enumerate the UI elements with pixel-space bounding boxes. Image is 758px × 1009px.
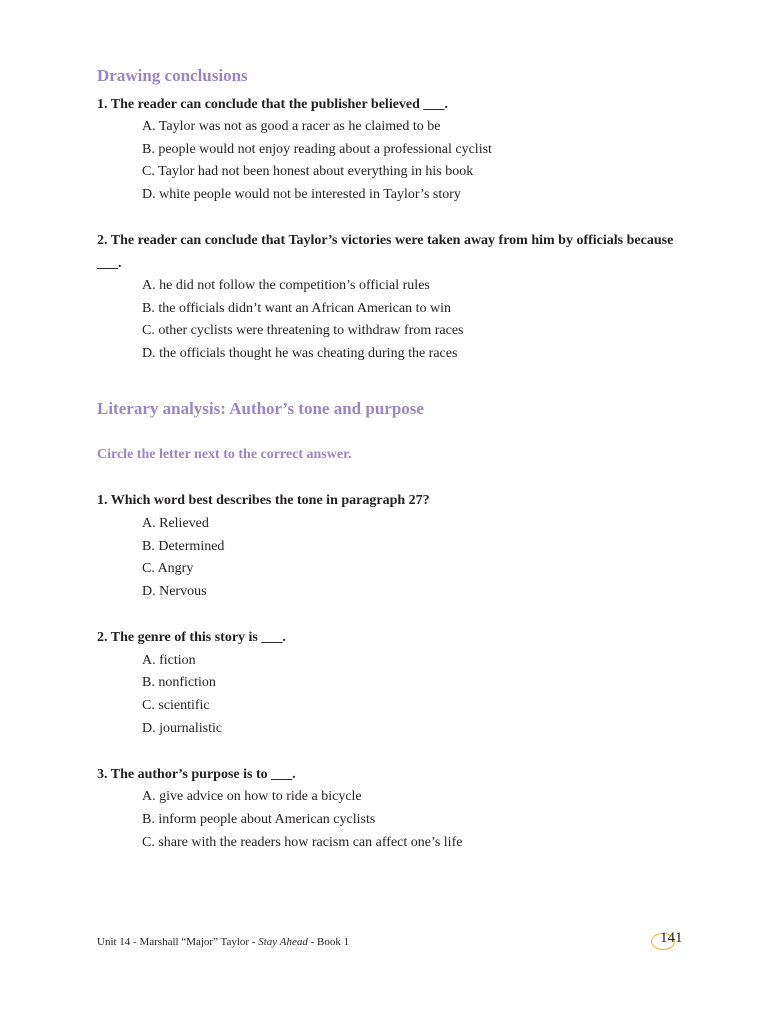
answer-option: D. journalistic [142, 721, 223, 736]
page-footer [97, 936, 349, 948]
answer-option: B. Determined [142, 539, 225, 554]
answer-option: D. the officials thought he was cheating during the races [142, 346, 458, 361]
answer-option: B. the officials didn’t want an African American to win [142, 301, 451, 316]
question-3-purpose: 3. The author’s purpose is to ___. [97, 767, 296, 782]
footer-unit: Unit 14 - Marshall “Major” Taylor [97, 936, 250, 948]
answer-option: D. white people would not be interested in Taylor’s story [142, 187, 461, 202]
instruction-text: Circle the letter next to the correct answer. [97, 447, 352, 462]
answer-option: C. Angry [142, 561, 194, 576]
answer-option: C. other cyclists were threatening to withdraw from races [142, 323, 464, 338]
answer-option: A. he did not follow the competition’s official rules [142, 278, 430, 293]
answer-option: C. share with the readers how racism can affect one’s life [142, 835, 463, 850]
question-2-genre: 2. The genre of this story is ___. [97, 630, 286, 645]
question-2-drawing-conclusions: 2. The reader can conclude that Taylor’s victories were taken away from him by officials because ___. [97, 233, 674, 271]
answer-option: A. Taylor was not as good a racer as he claimed to be [142, 119, 441, 134]
page-number-badge [651, 930, 691, 954]
question-1-drawing-conclusions: 1. The reader can conclude that the publisher believed ___. [97, 97, 448, 112]
answer-option: B. nonfiction [142, 675, 216, 690]
footer-book: - Book 1 [307, 936, 350, 948]
answer-option: A. Relieved [142, 516, 209, 531]
answer-option: B. people would not enjoy reading about a professional cyclist [142, 142, 492, 157]
page-number: 141 [660, 930, 683, 946]
answer-option: C. scientific [142, 698, 210, 713]
answer-option: B. inform people about American cyclists [142, 812, 376, 827]
answer-option: A. give advice on how to ride a bicycle [142, 789, 362, 804]
footer-series-title: Stay Ahead [258, 936, 308, 948]
answer-option: A. fiction [142, 653, 196, 668]
section-heading-literary-analysis: Literary analysis: Author’s tone and purpose [97, 399, 424, 418]
answer-option: D. Nervous [142, 584, 207, 599]
footer-separator: - [249, 936, 259, 948]
question-1-tone: 1. Which word best describes the tone in paragraph 27? [97, 493, 430, 508]
section-heading-drawing-conclusions: Drawing conclusions [97, 66, 248, 85]
answer-option: C. Taylor had not been honest about everything in his book [142, 164, 474, 179]
